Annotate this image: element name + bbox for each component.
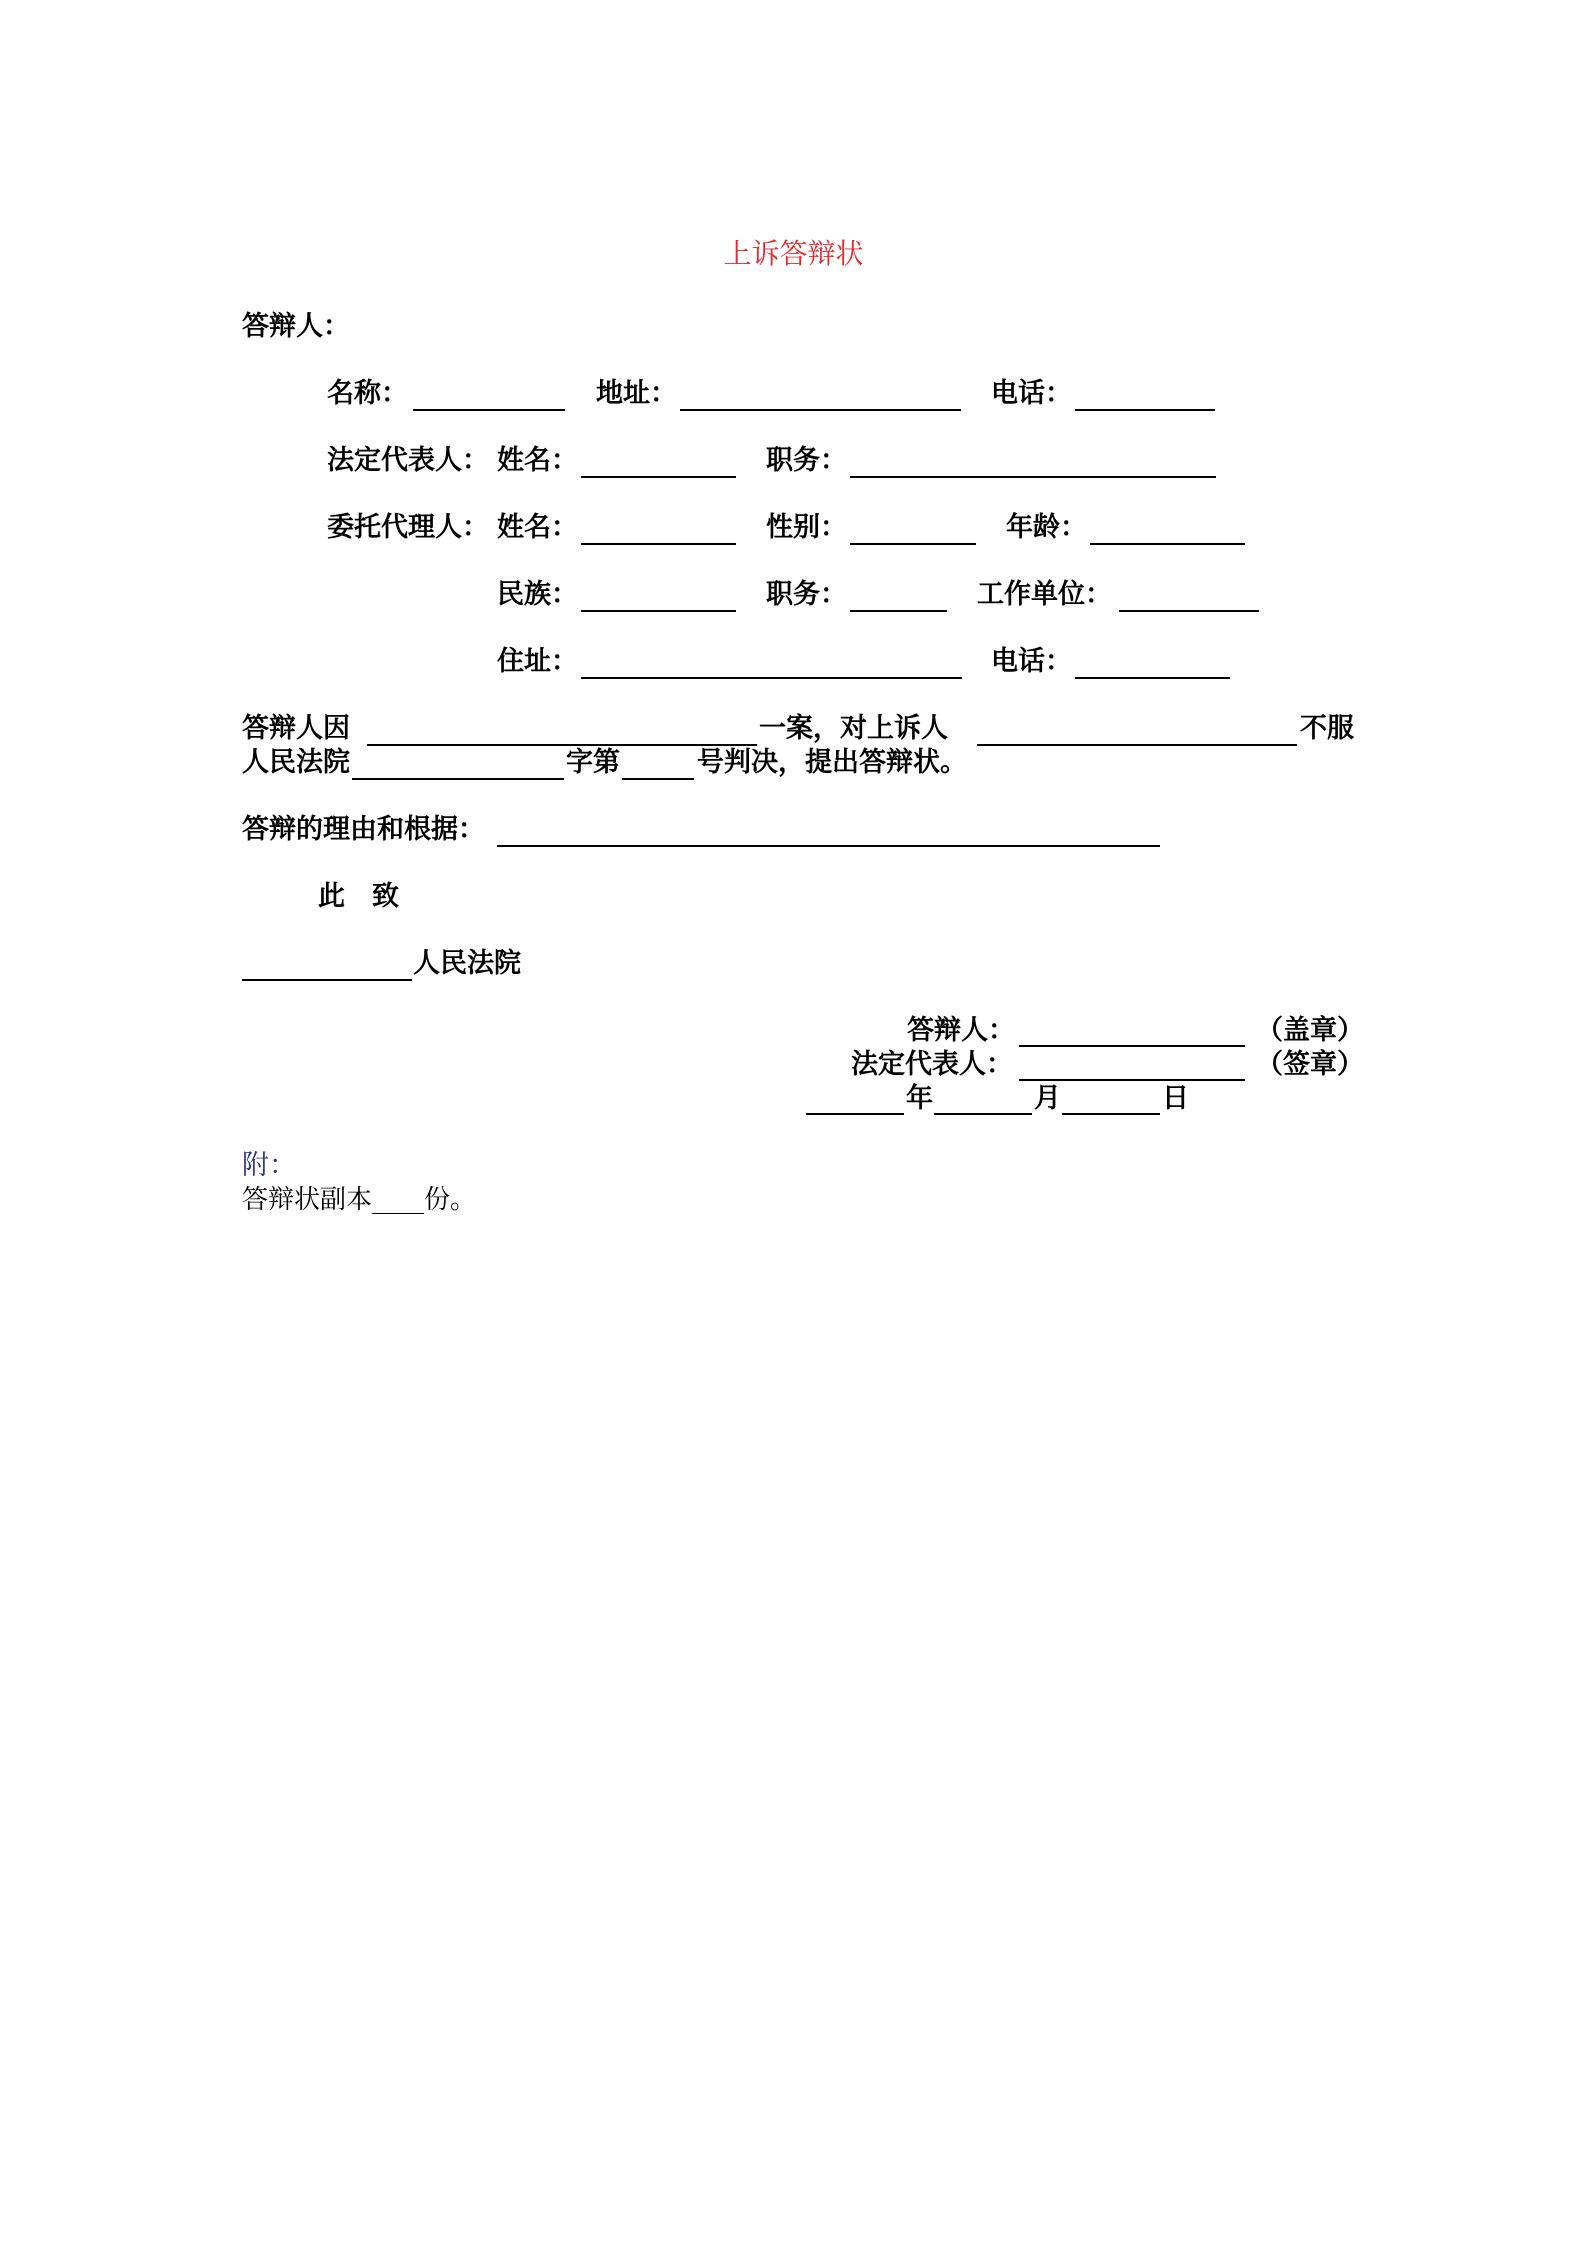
month-label: 月 [1034,1083,1061,1114]
legal-rep-name-blank[interactable] [581,476,736,478]
document-title: 上诉答辩状 [723,237,864,270]
agent-age-label: 年龄： [1006,512,1087,543]
reasons-label: 答辩的理由和根据： [242,814,485,845]
attachment-copies: 答辩状副本____份。 [242,1185,477,1215]
residence-label: 住址： [497,646,578,677]
agent-position-label: 职务： [766,579,847,610]
legal-rep-label: 法定代表人： [327,445,489,476]
reasons-blank[interactable] [497,845,1160,847]
case-one-case: 一案，对上诉人 [759,713,948,744]
agent-name-label: 姓名： [497,512,578,543]
case-respondent-because: 答辩人因 [242,713,350,744]
case-number-blank[interactable] [622,778,694,780]
court-blank[interactable] [352,778,564,780]
signature-respondent-label: 答辩人： [907,1015,1015,1046]
phone-label: 电话： [991,378,1072,409]
signature-legal-rep-label: 法定代表人： [851,1049,1013,1080]
agent-phone-label: 电话： [991,646,1072,677]
ethnicity-blank[interactable] [581,610,736,612]
workplace-label: 工作单位： [977,579,1112,610]
ethnicity-label: 民族： [497,579,578,610]
residence-blank[interactable] [581,677,962,679]
case-not-accept: 不服 [1300,713,1354,744]
salutation: 此 致 [318,881,399,912]
sign-label: （签章） [1256,1049,1364,1080]
name-label: 名称： [327,378,408,409]
address-blank[interactable] [680,409,961,411]
attachment-label: 附： [242,1150,296,1181]
agent-label: 委托代理人： [327,512,489,543]
legal-rep-name-label: 姓名： [497,445,578,476]
day-blank[interactable] [1062,1113,1160,1115]
agent-gender-label: 性别： [766,512,847,543]
agent-position-blank[interactable] [850,610,947,612]
legal-rep-position-blank[interactable] [850,476,1216,478]
agent-phone-blank[interactable] [1075,677,1230,679]
agent-gender-blank[interactable] [850,543,976,545]
agent-age-blank[interactable] [1090,543,1245,545]
day-label: 日 [1162,1083,1189,1114]
respondent-heading: 答辩人： [242,311,350,342]
agent-name-blank[interactable] [581,543,736,545]
workplace-blank[interactable] [1119,610,1259,612]
name-blank[interactable] [413,409,565,411]
signature-respondent-blank[interactable] [1019,1045,1245,1047]
court-suffix: 人民法院 [413,948,521,979]
seal-label: （盖章） [1256,1015,1364,1046]
month-blank[interactable] [934,1113,1032,1115]
case-judgment: 号判决，提出答辩状。 [697,747,967,778]
court-name-blank[interactable] [242,979,412,981]
signature-legal-rep-blank[interactable] [1019,1079,1245,1081]
case-zi-di: 字第 [566,747,620,778]
legal-rep-position-label: 职务： [766,445,847,476]
phone-blank[interactable] [1075,409,1215,411]
year-label: 年 [906,1083,933,1114]
address-label: 地址： [596,378,677,409]
appellant-blank[interactable] [977,744,1297,746]
case-peoples-court: 人民法院 [242,747,350,778]
year-blank[interactable] [806,1113,904,1115]
